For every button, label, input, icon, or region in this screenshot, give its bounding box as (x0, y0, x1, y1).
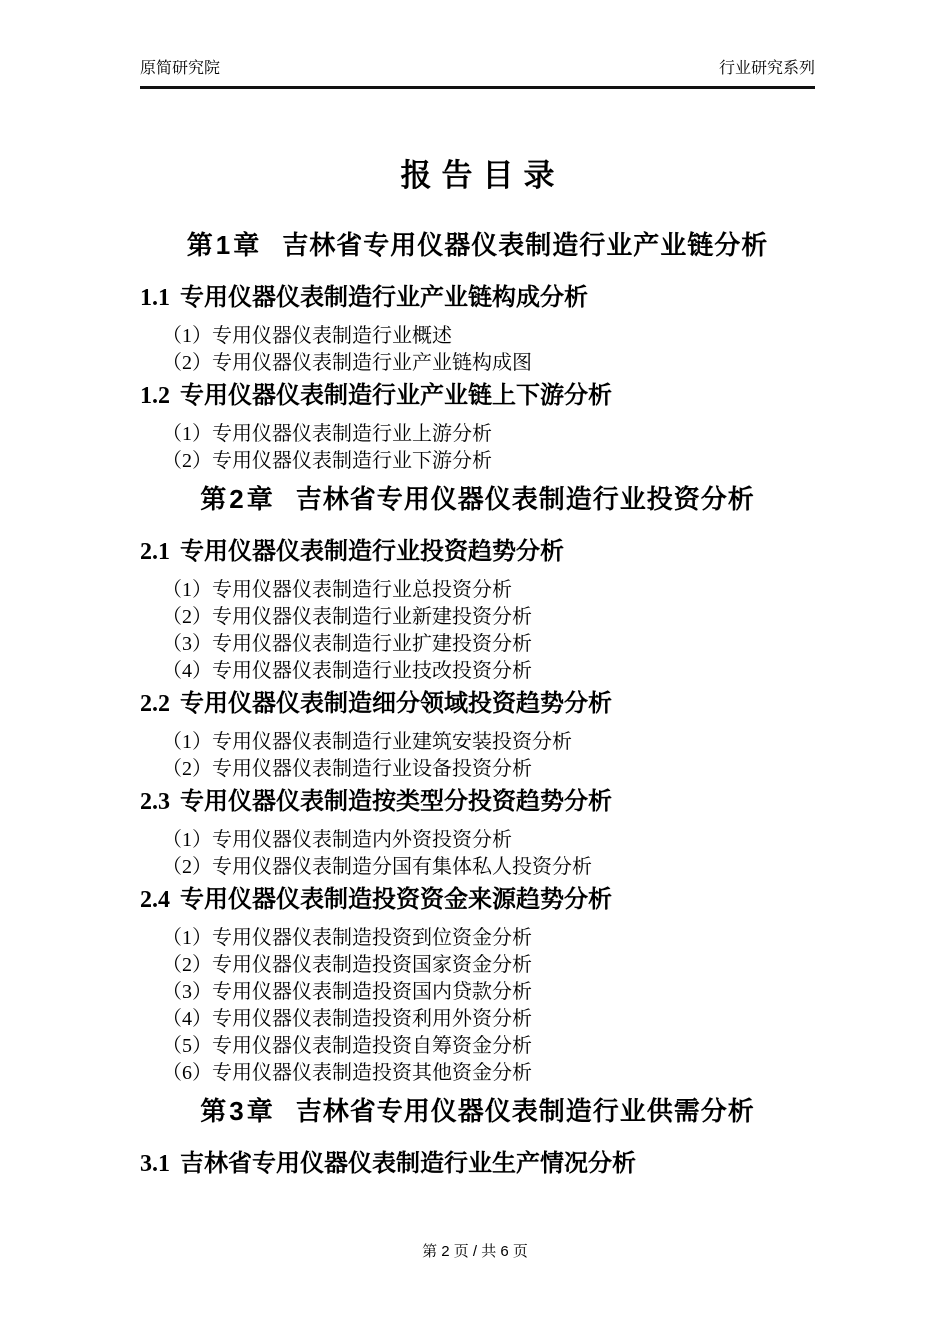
chapter-1-title: 吉林省专用仪器仪表制造行业产业链分析 (282, 230, 769, 260)
toc-item: （2）专用仪器仪表制造投资国家资金分析 (162, 954, 532, 976)
page-number-text: 第 2 页 / 共 6 页 (422, 1243, 528, 1260)
chapter-1-heading (140, 227, 815, 263)
chapter-3-heading (140, 1093, 815, 1129)
toc-item: （3）专用仪器仪表制造行业扩建投资分析 (162, 633, 532, 655)
section-1-2-title: 专用仪器仪表制造行业产业链上下游分析 (180, 382, 612, 409)
section-1-1-number: 1.1 (140, 285, 170, 311)
section-1-1-title: 专用仪器仪表制造行业产业链构成分析 (180, 284, 588, 311)
section-2-2-items (140, 729, 815, 783)
chapter-3-number: 第3章 (200, 1096, 276, 1126)
toc-item: （2）专用仪器仪表制造行业产业链构成图 (162, 352, 532, 374)
section-2-1-title: 专用仪器仪表制造行业投资趋势分析 (180, 538, 564, 565)
section-2-4-title: 专用仪器仪表制造投资资金来源趋势分析 (180, 886, 612, 913)
section-2-3-number: 2.3 (140, 789, 170, 815)
section-2-3-items (140, 827, 815, 881)
section-2-1-items (140, 577, 815, 685)
section-3-1-heading (140, 1149, 815, 1179)
section-2-2-title: 专用仪器仪表制造细分领域投资趋势分析 (180, 690, 612, 717)
section-3-1-number: 3.1 (140, 1151, 170, 1177)
header-right-text: 行业研究系列 (718, 60, 815, 77)
page-header (140, 0, 815, 89)
toc-item: （6）专用仪器仪表制造投资其他资金分析 (162, 1062, 532, 1084)
section-1-2-items (140, 421, 815, 475)
section-2-4-heading (140, 885, 815, 915)
section-2-2-number: 2.2 (140, 691, 170, 717)
section-1-1-items (140, 323, 815, 377)
toc-item: （2）专用仪器仪表制造行业新建投资分析 (162, 606, 532, 628)
chapter-1-number: 第1章 (186, 230, 263, 260)
section-2-4-number: 2.4 (140, 887, 170, 913)
toc-item: （3）专用仪器仪表制造投资国内贷款分析 (162, 981, 532, 1003)
toc-item: （4）专用仪器仪表制造行业技改投资分析 (162, 660, 532, 682)
chapter-2-title: 吉林省专用仪器仪表制造行业投资分析 (295, 484, 755, 514)
section-2-1-heading (140, 537, 815, 567)
section-2-4-items (140, 925, 815, 1087)
chapter-2-heading (140, 481, 815, 517)
toc-title: 报告目录 (400, 158, 565, 193)
toc-item: （2）专用仪器仪表制造分国有集体私人投资分析 (162, 856, 592, 878)
section-2-3-title: 专用仪器仪表制造按类型分投资趋势分析 (180, 788, 612, 815)
toc-item: （2）专用仪器仪表制造行业下游分析 (162, 450, 492, 472)
page-footer (0, 1242, 950, 1262)
chapter-2-number: 第2章 (200, 484, 276, 514)
section-1-2-number: 1.2 (140, 383, 170, 409)
section-1-1-heading (140, 283, 815, 313)
toc-item: （1）专用仪器仪表制造内外资投资分析 (162, 829, 512, 851)
section-2-2-heading (140, 689, 815, 719)
section-3-1-title: 吉林省专用仪器仪表制造行业生产情况分析 (180, 1150, 636, 1177)
section-2-1-number: 2.1 (140, 539, 170, 565)
section-1-2-heading (140, 381, 815, 411)
toc-item: （1）专用仪器仪表制造投资到位资金分析 (162, 927, 532, 949)
toc-item: （1）专用仪器仪表制造行业总投资分析 (162, 579, 512, 601)
toc-item: （2）专用仪器仪表制造行业设备投资分析 (162, 758, 532, 780)
toc-item: （1）专用仪器仪表制造行业上游分析 (162, 423, 492, 445)
toc-item: （4）专用仪器仪表制造投资利用外资分析 (162, 1008, 532, 1030)
section-2-3-heading (140, 787, 815, 817)
chapter-3-title: 吉林省专用仪器仪表制造行业供需分析 (295, 1096, 755, 1126)
toc-item: （1）专用仪器仪表制造行业概述 (162, 325, 452, 347)
toc-item: （1）专用仪器仪表制造行业建筑安装投资分析 (162, 731, 572, 753)
header-left-text: 原简研究院 (140, 60, 221, 77)
toc-item: （5）专用仪器仪表制造投资自筹资金分析 (162, 1035, 532, 1057)
